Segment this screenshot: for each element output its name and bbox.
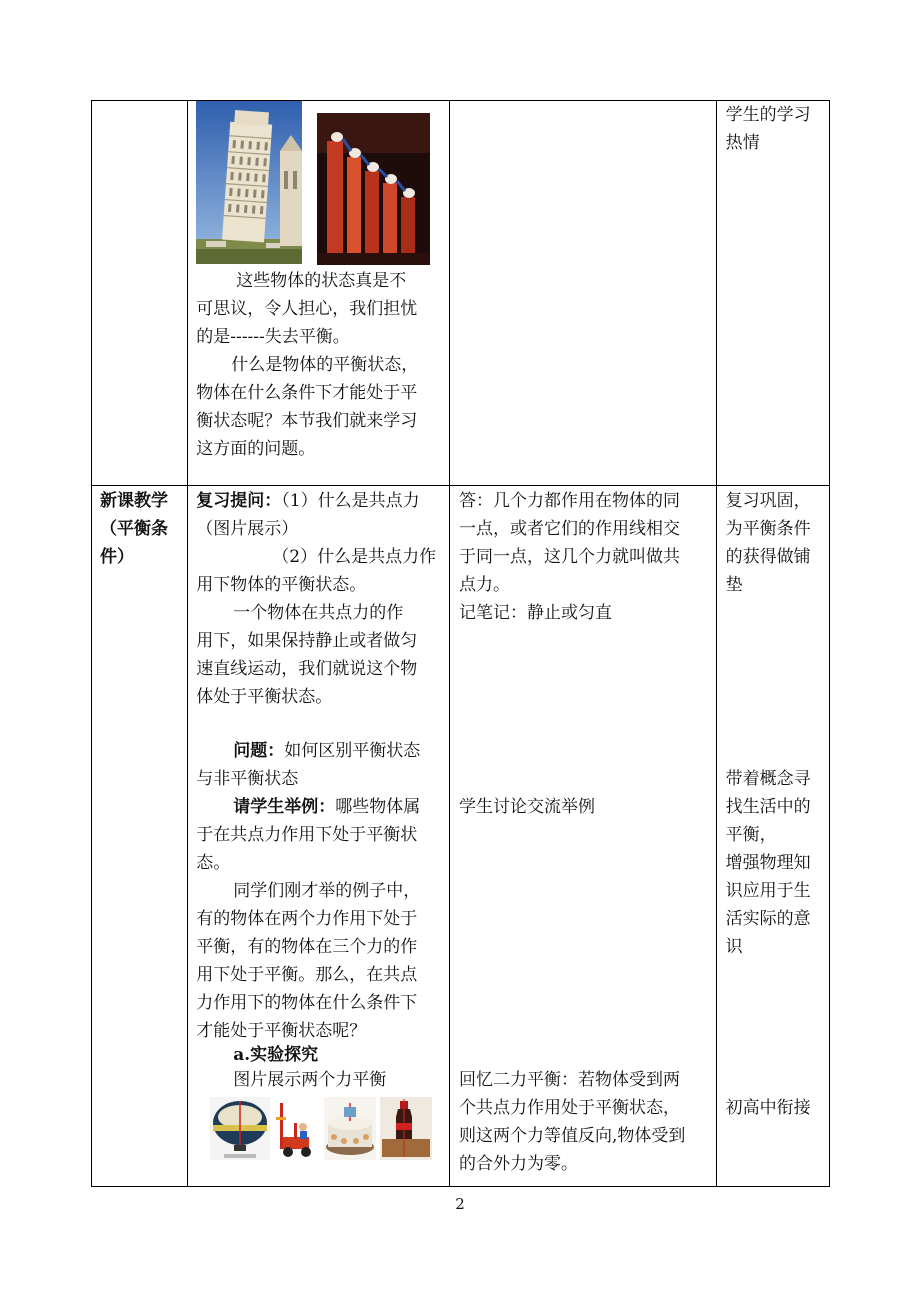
- review-question-1: （1）什么是共点力: [281, 491, 420, 511]
- leaning-tower-image: [196, 101, 302, 264]
- row1-col3-cell: [449, 101, 716, 486]
- section-title-line-2: （平衡条: [100, 519, 168, 539]
- question-line-2: 与非平衡状态: [196, 769, 299, 789]
- answer-line-1: 答：几个力都作用在物体的同: [458, 491, 680, 511]
- recall-line-4: 的合外力为零。: [458, 1154, 578, 1174]
- section-title-line-3: 件）: [100, 547, 134, 567]
- example-line-1: [233, 793, 420, 821]
- definition-line-4: 体处于平衡状态。: [196, 687, 333, 707]
- aim-line-1: 学生的学习: [725, 105, 811, 125]
- page-number: 2: [455, 1195, 465, 1213]
- intro-line-4: 什么是物体的平衡状态，: [231, 355, 419, 375]
- experiment-caption: 图片展示两个力平衡: [233, 1070, 387, 1090]
- paragraph-line-3: 平衡，有的物体在三个力的作: [196, 937, 418, 957]
- paragraph-line-4: 用下处于平衡。那么，在共点: [196, 965, 418, 985]
- row1-col4-cell: [716, 101, 829, 486]
- review-line-3: （2）什么是共点力作: [272, 547, 437, 567]
- paragraph-line-6: 才能处于平衡状态呢？: [196, 1021, 367, 1041]
- question-text: 如何区别平衡状态: [284, 741, 421, 761]
- balancing-performers-image: [317, 113, 430, 265]
- row1-col2-cell: [188, 101, 450, 486]
- review-line-4: 用下物体的平衡状态。: [196, 575, 367, 595]
- forklift-image: [274, 1097, 320, 1160]
- table-row: [92, 101, 830, 486]
- purpose-a-line-3: 的获得做铺: [725, 547, 811, 567]
- review-line-1: [196, 487, 419, 515]
- intro-line-7: 这方面的问题。: [196, 439, 316, 459]
- discussion-line: 学生讨论交流举例: [458, 797, 595, 817]
- purpose-c-line-1: 初高中衔接: [725, 1098, 811, 1118]
- definition-line-2: 用下，如果保持静止或者做匀: [196, 631, 418, 651]
- intro-line-3: 的是------失去平衡。: [196, 327, 350, 347]
- purpose-b-line-5: 识应用于生: [725, 881, 811, 901]
- answer-line-4: 点力。: [458, 575, 510, 595]
- purpose-b-line-6: 活实际的意: [725, 909, 811, 929]
- example-line-2: 于在共点力作用下处于平衡状: [196, 825, 418, 845]
- purpose-b-line-7: 识: [725, 937, 743, 957]
- balloon-image: [210, 1097, 270, 1160]
- purpose-b-line-2: 找生活中的: [725, 797, 811, 817]
- question-line-1: [233, 737, 420, 765]
- row2-col4-cell: [716, 486, 829, 1187]
- intro-line-6: 衡状态呢？本节我们就来学习: [196, 411, 418, 431]
- purpose-a-line-4: 垫: [725, 575, 743, 595]
- intro-line-1: 这些物体的状态真是不: [236, 271, 407, 291]
- review-label: 复习提问：: [196, 491, 282, 511]
- purpose-a-line-1: 复习巩固，: [725, 491, 811, 511]
- recall-line-2: 个共点力作用处于平衡状态，: [458, 1098, 680, 1118]
- purpose-b-line-3: 平衡，: [725, 825, 777, 845]
- example-label: 请学生举例：: [233, 797, 336, 817]
- example-text: 哪些物体属: [335, 797, 421, 817]
- aim-line-2: 热情: [725, 133, 760, 153]
- cake-image: [324, 1097, 376, 1160]
- definition-line-1: 一个物体在共点力的作: [233, 603, 404, 623]
- row2-col1-cell: [92, 486, 188, 1187]
- purpose-a-line-2: 为平衡条件: [725, 519, 811, 539]
- intro-line-5: 物体在什么条件下才能处于平: [196, 383, 418, 403]
- purpose-b-line-1: 带着概念寻: [725, 769, 811, 789]
- paragraph-line-2: 有的物体在两个力作用下处于: [196, 909, 418, 929]
- lesson-plan-table: [91, 100, 830, 1187]
- bottle-image: [380, 1097, 432, 1160]
- row2-col2-cell: [188, 486, 450, 1187]
- recall-line-3: 则这两个力等值反向,物体受到: [458, 1126, 686, 1146]
- example-line-3: 态。: [196, 853, 231, 873]
- notes-line: 记笔记：静止或匀直: [458, 603, 612, 623]
- definition-line-3: 速直线运动，我们就说这个物: [196, 659, 418, 679]
- recall-line-1: 回忆二力平衡：若物体受到两: [458, 1070, 680, 1090]
- table-row: [92, 486, 830, 1187]
- answer-line-3: 于同一点，这几个力就叫做共: [458, 547, 680, 567]
- row1-col1-cell: [92, 101, 188, 486]
- purpose-b-line-4: 增强物理知: [725, 853, 811, 873]
- answer-line-2: 一点，或者它们的作用线相交: [458, 519, 680, 539]
- paragraph-line-1: 同学们刚才举的例子中，: [233, 881, 421, 901]
- intro-line-2: 可思议，令人担心，我们担忧: [196, 299, 418, 319]
- row2-col3-cell: [449, 486, 716, 1187]
- paragraph-line-5: 力作用下的物体在什么条件下: [196, 993, 418, 1013]
- experiment-heading: a.实验探究: [233, 1045, 319, 1065]
- section-title-line-1: 新课教学: [100, 491, 168, 511]
- question-label: 问题：: [233, 741, 285, 761]
- review-line-2: （图片展示）: [196, 519, 299, 539]
